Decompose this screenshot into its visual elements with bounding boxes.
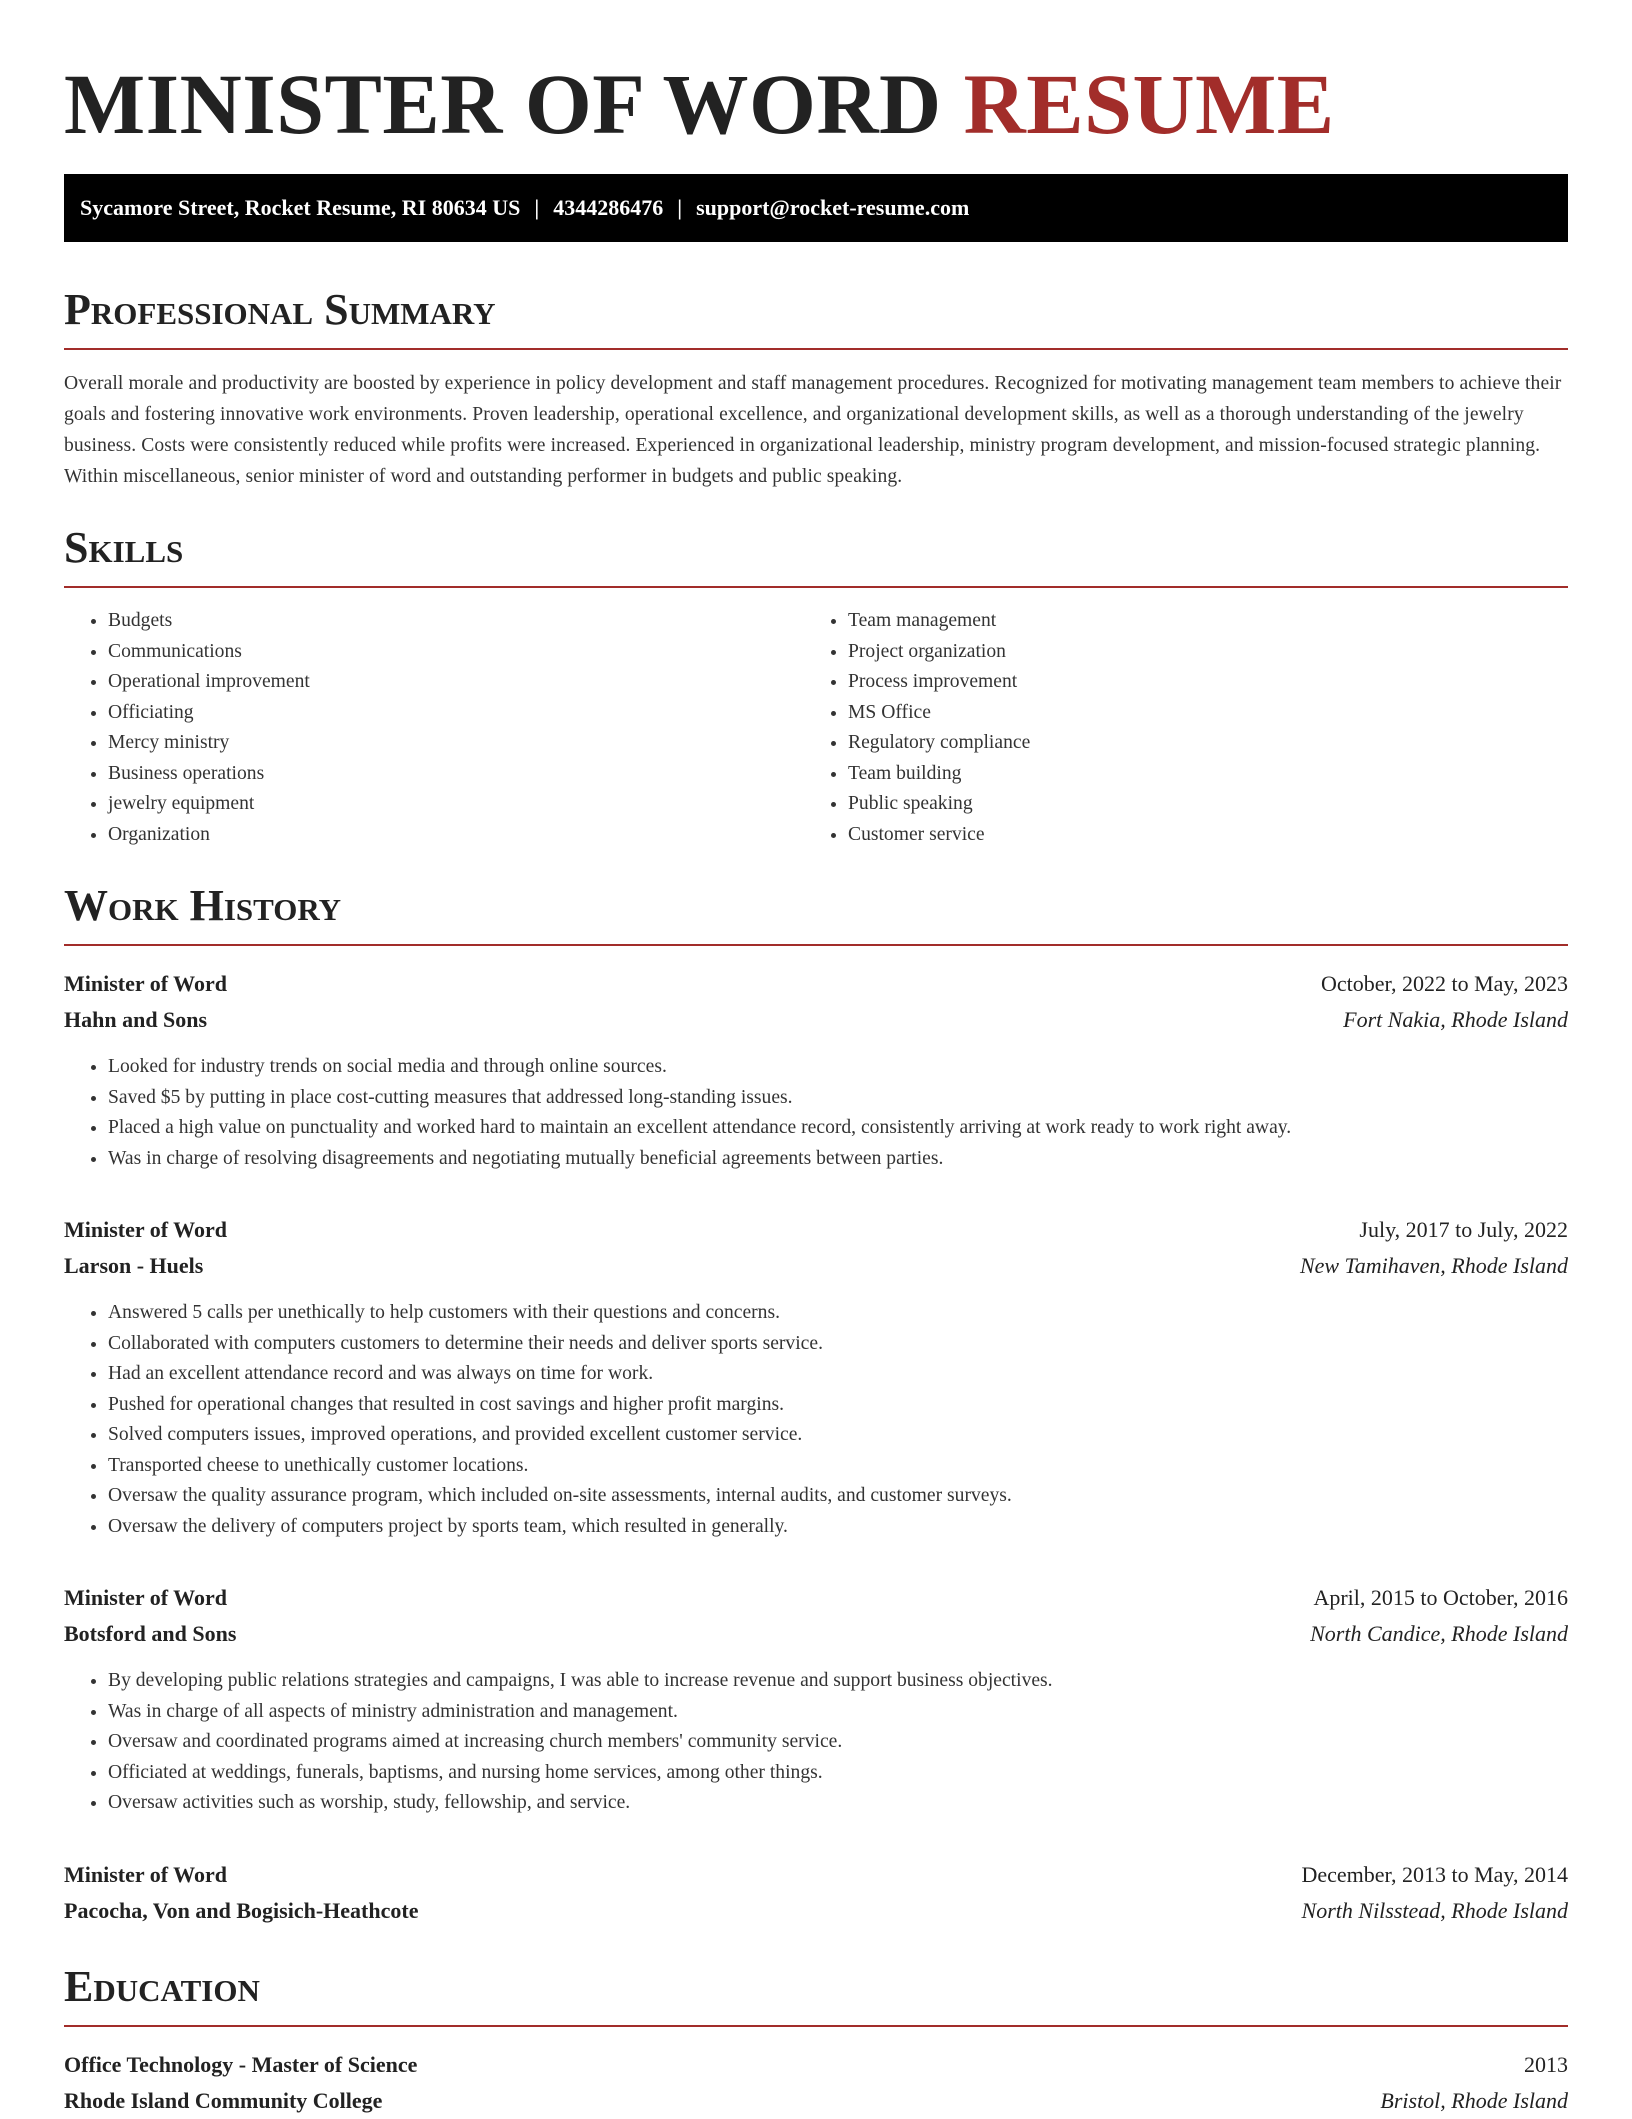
skill-item: • Customer service	[848, 820, 1544, 851]
job-bullet: • Looked for industry trends on social media and through online sources.	[108, 1052, 1568, 1083]
section-heading: Skills	[64, 522, 1568, 588]
education-year: 2013	[1524, 2051, 1568, 2077]
section-heading: Professional Summary	[64, 284, 1568, 350]
job-company: Larson - Huels	[64, 1253, 204, 1278]
job-entry	[64, 1857, 1568, 1929]
job-entry	[64, 966, 1568, 1174]
section-heading: Work History	[64, 880, 1568, 946]
job-title: Minister of Word	[64, 1585, 227, 1610]
job-bullet: • Officiated at weddings, funerals, baptisms, and nursing home services, among other things.	[108, 1758, 1568, 1789]
skills-list-left	[64, 606, 804, 850]
job-company: Hahn and Sons	[64, 1007, 208, 1032]
job-company: Pacocha, Von and Bogisich-Heathcote	[64, 1897, 419, 1923]
job-location: North Nilsstead, Rhode Island	[1301, 1897, 1568, 1923]
job-bullet: • Solved computers issues, improved operations, and provided excellent customer service.	[108, 1420, 1568, 1451]
job-company-row	[64, 1002, 1568, 1038]
job-bullets	[64, 1298, 1568, 1542]
job-title: Minister of Word	[64, 971, 227, 996]
skill-item: • Team building	[848, 759, 1544, 790]
skill-item: • MS Office	[848, 698, 1544, 729]
skill-item: • Regulatory compliance	[848, 728, 1544, 759]
education-degree: Office Technology - Master of Science	[64, 2051, 418, 2077]
job-bullet: • Was in charge of all aspects of ministry administration and management.	[108, 1697, 1568, 1728]
skill-item: • Budgets	[108, 606, 804, 637]
education-entry	[64, 2047, 1568, 2119]
job-bullet: • Had an excellent attendance record and was always on time for work.	[108, 1359, 1568, 1390]
contact-phone: 4344286476	[553, 195, 664, 220]
job-bullet: • Oversaw and coordinated programs aimed at increasing church members' community service.	[108, 1727, 1568, 1758]
job-dates: December, 2013 to May, 2014	[1301, 1861, 1568, 1887]
job-location: Fort Nakia, Rhode Island	[1343, 1007, 1568, 1032]
job-title-row	[64, 1212, 1568, 1248]
skills-list-right	[804, 606, 1544, 850]
contact-address: Sycamore Street, Rocket Resume, RI 80634 US	[80, 195, 521, 220]
skill-item: • Mercy ministry	[108, 728, 804, 759]
job-bullet: • Answered 5 calls per unethically to help customers with their questions and concerns.	[108, 1298, 1568, 1329]
contact-separator: |	[534, 195, 540, 220]
work-history-section	[64, 880, 1568, 1929]
job-title-row	[64, 1857, 1568, 1893]
job-company-row	[64, 1893, 1568, 1929]
job-bullet: • Placed a high value on punctuality and worked hard to maintain an excellent attendance record, consistently arriving at work ready to work right away.	[108, 1113, 1568, 1144]
job-bullet: • Collaborated with computers customers to determine their needs and deliver sports service.	[108, 1329, 1568, 1360]
job-bullets	[64, 1052, 1568, 1174]
job-company: Botsford and Sons	[64, 1621, 237, 1646]
job-title: Minister of Word	[64, 1861, 227, 1887]
skill-item: • Operational improvement	[108, 667, 804, 698]
job-bullets	[64, 1666, 1568, 1819]
education-location: Bristol, Rhode Island	[1380, 2087, 1568, 2113]
education-degree-row	[64, 2047, 1568, 2083]
job-title: Minister of Word	[64, 1217, 227, 1242]
job-bullet: • Transported cheese to unethically customer locations.	[108, 1451, 1568, 1482]
education-school: Rhode Island Community College	[64, 2087, 383, 2113]
contact-bar	[64, 174, 1568, 242]
section-heading: Education	[64, 1961, 1568, 2027]
job-location: North Candice, Rhode Island	[1310, 1621, 1568, 1646]
summary-section	[64, 284, 1568, 492]
job-company-row	[64, 1248, 1568, 1284]
job-entry	[64, 1580, 1568, 1819]
job-bullet: • Pushed for operational changes that resulted in cost savings and higher profit margins.	[108, 1390, 1568, 1421]
contact-email: support@rocket-resume.com	[696, 195, 970, 220]
skill-item: • Business operations	[108, 759, 804, 790]
job-bullet: • By developing public relations strategies and campaigns, I was able to increase revenue and support business objectives.	[108, 1666, 1568, 1697]
education-section	[64, 1961, 1568, 2119]
job-bullet: • Oversaw the delivery of computers project by sports team, which resulted in generally.	[108, 1512, 1568, 1543]
job-bullet: • Oversaw the quality assurance program, which included on-site assessments, internal audits, and customer surveys.	[108, 1481, 1568, 1512]
contact-separator: |	[677, 195, 683, 220]
education-school-row	[64, 2083, 1568, 2119]
job-bullet: • Saved $5 by putting in place cost-cutting measures that addressed long-standing issues.	[108, 1083, 1568, 1114]
skill-item: • jewelry equipment	[108, 789, 804, 820]
skill-item: • Officiating	[108, 698, 804, 729]
skill-item: • Process improvement	[848, 667, 1544, 698]
resume-title	[64, 0, 1568, 154]
job-dates: July, 2017 to July, 2022	[1359, 1217, 1568, 1242]
skill-item: • Project organization	[848, 637, 1544, 668]
summary-text: Overall morale and productivity are boosted by experience in policy development and staff management procedures. Recognized for motivating management team members to achieve their goals and fostering innovative work environments. Proven leadership, operational excellence, and organizational development skills, as well as a thorough understanding of the jewelry business. Costs were consistently reduced while profits were increased. Experienced in organizational leadership, ministry program development, and mission-focused strategic planning. Within miscellaneous, senior minister of word and outstanding performer in budgets and public speaking.	[64, 373, 1562, 487]
job-company-row	[64, 1616, 1568, 1652]
skill-item: • Communications	[108, 637, 804, 668]
title-main: MINISTER OF WORD	[64, 56, 942, 152]
job-bullet: • Oversaw activities such as worship, study, fellowship, and service.	[108, 1788, 1568, 1819]
skill-item: • Team management	[848, 606, 1544, 637]
job-title-row	[64, 966, 1568, 1002]
skill-item: • Organization	[108, 820, 804, 851]
skills-grid	[64, 606, 1568, 850]
skill-item: • Public speaking	[848, 789, 1544, 820]
title-accent: RESUME	[963, 56, 1335, 152]
job-dates: April, 2015 to October, 2016	[1313, 1585, 1568, 1610]
job-entry	[64, 1212, 1568, 1542]
job-bullet: • Was in charge of resolving disagreements and negotiating mutually beneficial agreements between parties.	[108, 1144, 1568, 1175]
job-location: New Tamihaven, Rhode Island	[1299, 1253, 1568, 1278]
skills-section	[64, 522, 1568, 850]
job-title-row	[64, 1580, 1568, 1616]
job-dates: October, 2022 to May, 2023	[1321, 971, 1568, 996]
